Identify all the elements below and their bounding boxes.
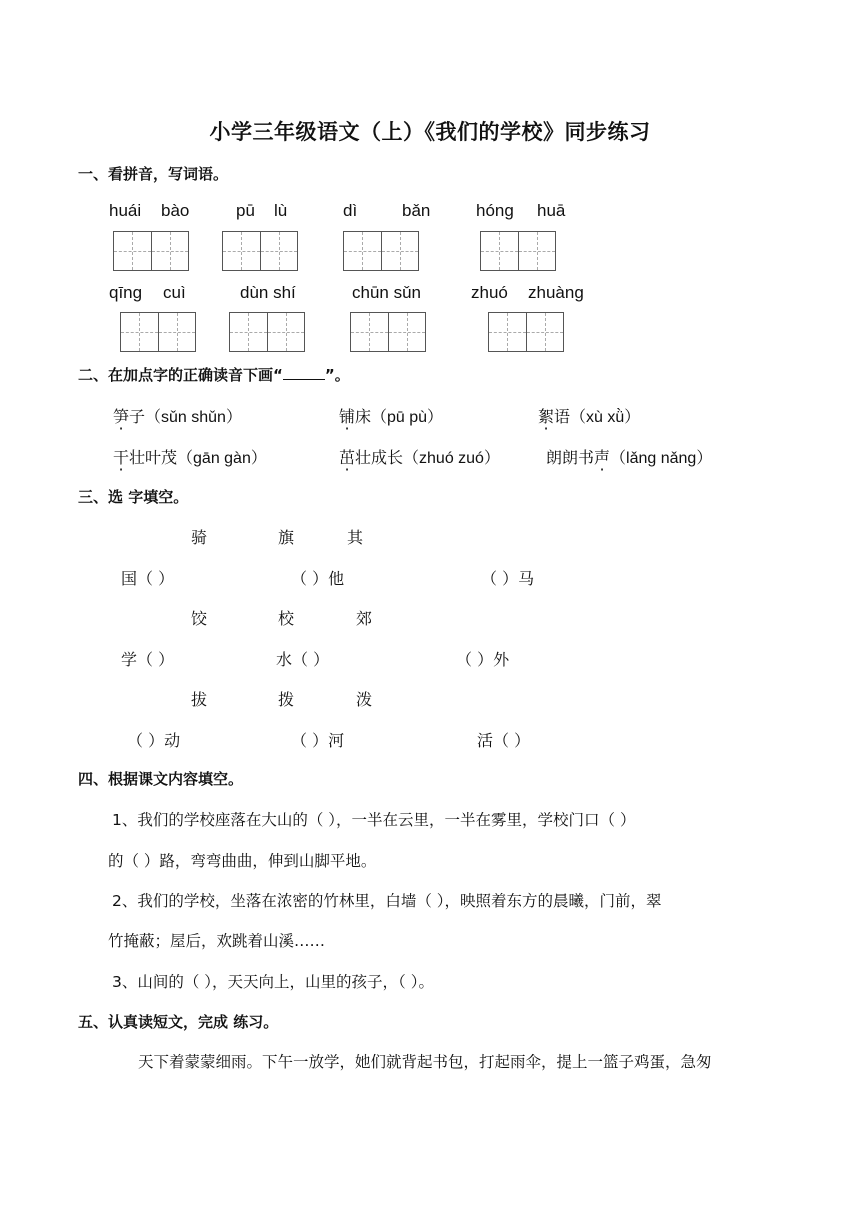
fill-line[interactable]: 3、山间的（ ），天天向上，山里的孩子，（ ）。: [112, 973, 434, 991]
pinyin: zhuàng: [528, 283, 584, 302]
writing-grid[interactable]: [488, 312, 564, 352]
fill-blank[interactable]: 国（ ）: [121, 569, 175, 588]
pinyin: bǎn: [402, 201, 431, 220]
pinyin: chūn sǔn: [352, 283, 421, 302]
fill-blank[interactable]: （ ）河: [291, 731, 345, 750]
fill-line: 竹掩蔽；屋后，欢跳着山溪……: [108, 932, 326, 950]
pinyin: bào: [161, 201, 190, 220]
writing-grid[interactable]: [480, 231, 556, 271]
writing-grid[interactable]: [343, 231, 419, 271]
underline-mark: [283, 365, 325, 380]
pinyin: huā: [537, 201, 566, 220]
pinyin: dì: [343, 201, 358, 220]
section-2-heading: 二、在加点字的正确读音下画“ ”。: [78, 366, 350, 384]
writing-grid[interactable]: [229, 312, 305, 352]
pinyin: dùn shí: [240, 283, 296, 302]
section-5-heading: 五、认真读短文，完成 练习。: [78, 1013, 279, 1031]
reading-item-6: 朗朗书声（lǎng nǎng）: [546, 448, 713, 467]
pinyin: pū: [236, 201, 255, 220]
reading-item-5: 茁壮成长（zhuó zuó）: [339, 448, 500, 467]
pinyin: qīng: [109, 283, 143, 302]
choice-char: 饺: [191, 609, 208, 628]
choice-char: 其: [347, 528, 364, 547]
fill-blank[interactable]: （ ）马: [481, 569, 535, 588]
fill-blank[interactable]: 水（ ）: [276, 650, 330, 669]
fill-blank[interactable]: （ ）外: [456, 650, 510, 669]
choice-char: 拨: [278, 690, 295, 709]
section-3-heading: 三、选 字填空。: [78, 488, 189, 506]
writing-grid[interactable]: [350, 312, 426, 352]
fill-line[interactable]: 2、我们的学校，坐落在浓密的竹林里，白墙（ ），映照着东方的晨曦，门前，翠: [112, 892, 662, 910]
choice-char: 校: [278, 609, 295, 628]
choice-char: 泼: [356, 690, 373, 709]
section-4-heading: 四、根据课文内容填空。: [78, 770, 244, 788]
choice-char: 郊: [356, 609, 373, 628]
fill-blank[interactable]: （ ）他: [291, 569, 345, 588]
pinyin: zhuó: [471, 283, 508, 302]
choice-char: 旗: [278, 528, 295, 547]
section-1-heading: 一、看拼音，写词语。: [78, 165, 229, 183]
pinyin: cuì: [163, 283, 186, 302]
writing-grid[interactable]: [113, 231, 189, 271]
fill-blank[interactable]: 活（ ）: [477, 731, 531, 750]
choice-char: 拔: [191, 690, 208, 709]
fill-line[interactable]: 1、我们的学校座落在大山的（ ），一半在云里，一半在雾里，学校门口（ ）: [112, 811, 636, 829]
fill-line[interactable]: 的（ ）路，弯弯曲曲，伸到山脚平地。: [108, 852, 377, 870]
writing-grid[interactable]: [222, 231, 298, 271]
page-title: 小学三年级语文（上）《我们的学校》同步练习: [209, 120, 651, 144]
passage-text: 天下着蒙蒙细雨。下午一放学，她们就背起书包，打起雨伞，提上一篮子鸡蛋，急匆: [138, 1053, 712, 1071]
writing-grid[interactable]: [120, 312, 196, 352]
reading-item-1: 笋子（sǔn shǔn）: [113, 407, 242, 426]
reading-item-2: 铺床（pū pù）: [339, 407, 444, 426]
reading-item-4: 干壮叶茂（gān gàn）: [113, 448, 267, 467]
choice-char: 骑: [191, 528, 208, 547]
reading-item-3: 絮语（xù xǜ）: [538, 407, 641, 426]
pinyin: hóng: [476, 201, 514, 220]
fill-blank[interactable]: 学（ ）: [121, 650, 175, 669]
pinyin: lù: [274, 201, 288, 220]
fill-blank[interactable]: （ ）动: [127, 731, 181, 750]
pinyin: huái: [109, 201, 142, 220]
